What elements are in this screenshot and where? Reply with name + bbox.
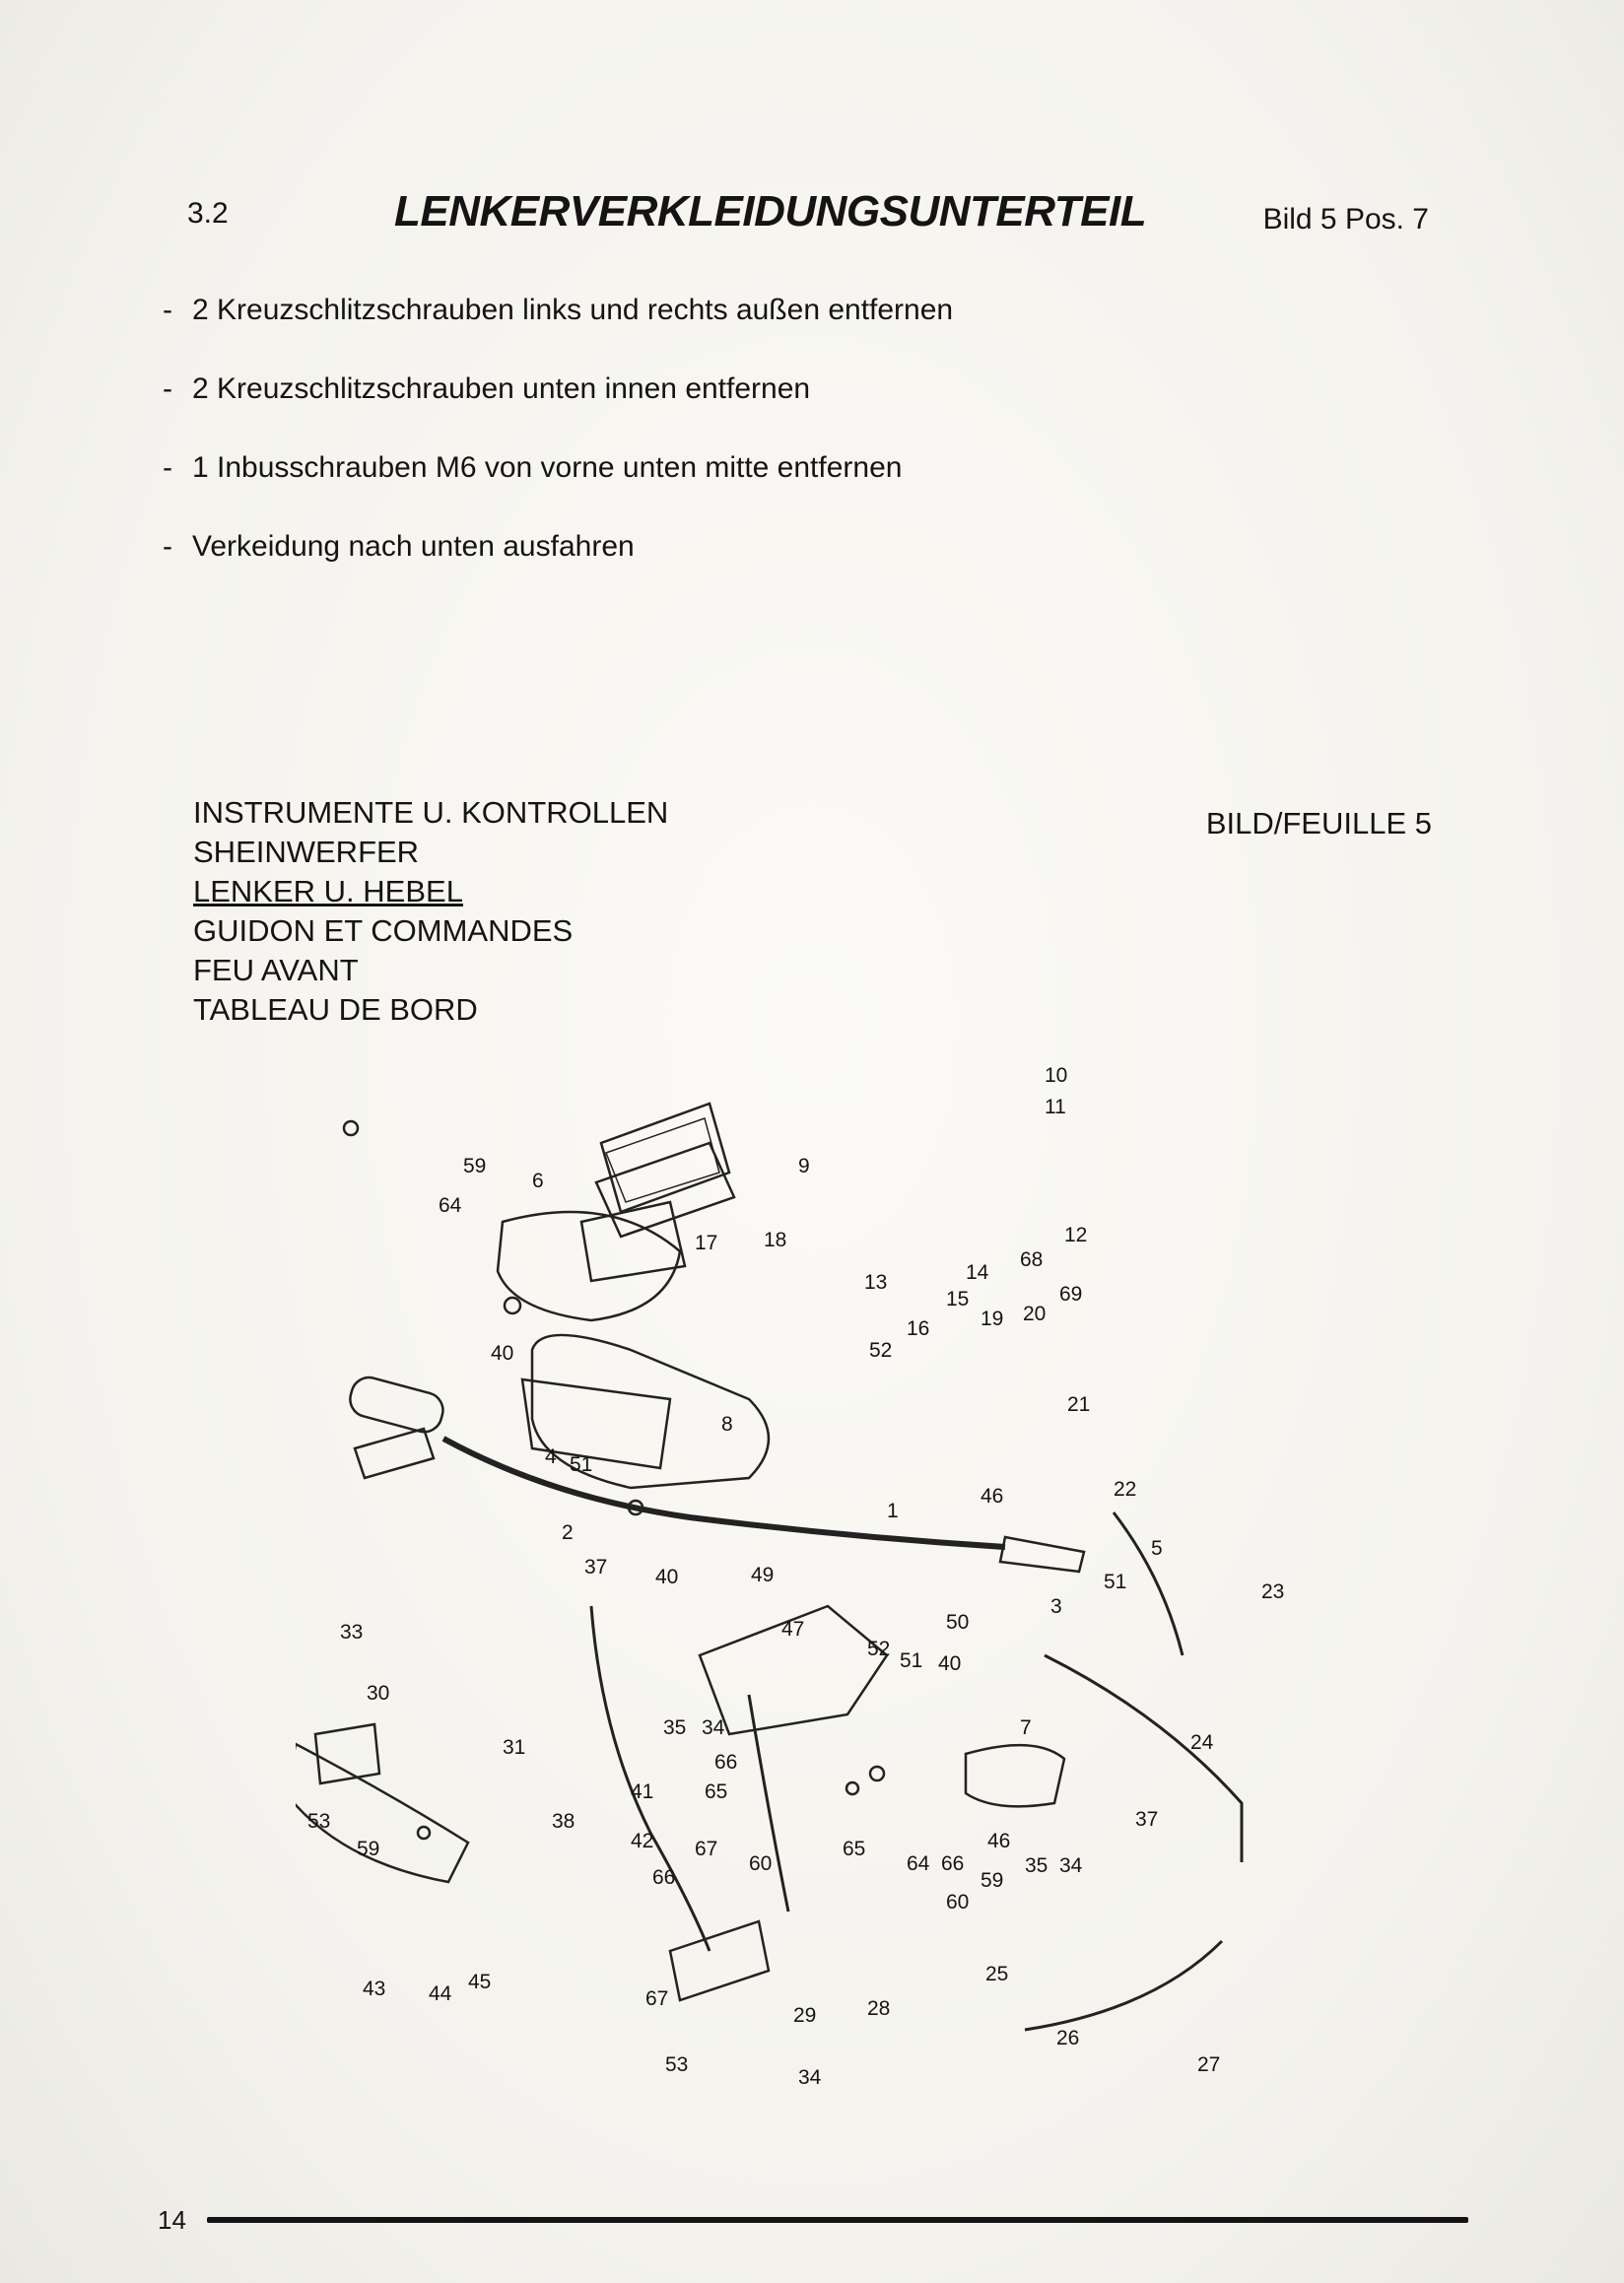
- part-label: 40: [938, 1652, 962, 1675]
- part-label: 19: [981, 1308, 1004, 1330]
- group-title: GUIDON ET COMMANDES: [193, 913, 574, 948]
- part-label: 16: [907, 1317, 930, 1340]
- exploded-parts-diagram: [296, 1025, 1340, 2109]
- part-label: 23: [1261, 1580, 1285, 1603]
- part-label: 35: [663, 1716, 687, 1739]
- part-label: 34: [1059, 1854, 1083, 1877]
- part-label: 37: [584, 1556, 608, 1578]
- part-label: 27: [1197, 2053, 1221, 2076]
- part-label: 44: [429, 1982, 452, 2005]
- part-label: 50: [946, 1611, 970, 1634]
- group-titles: [193, 793, 668, 1030]
- figure-reference: BILD/FEUILLE 5: [1205, 806, 1432, 840]
- section-title: LENKERVERKLEIDUNGSUNTERTEIL: [394, 187, 1147, 235]
- part-label: 4: [545, 1445, 557, 1468]
- part-label: 20: [1023, 1303, 1047, 1325]
- part-label: 45: [468, 1971, 492, 1993]
- section-number: 3.2: [187, 197, 229, 230]
- section-header: [187, 187, 1429, 246]
- part-label: 9: [798, 1155, 810, 1177]
- group-title: LENKER U. HEBEL: [193, 874, 463, 908]
- part-label: 65: [705, 1780, 728, 1803]
- part-label: 67: [645, 1987, 669, 2010]
- part-label: 24: [1190, 1731, 1214, 1754]
- part-label: 67: [695, 1838, 718, 1860]
- step-item: - 2 Kreuzschlitzschrauben unten innen entfernen: [163, 372, 811, 405]
- part-label: 7: [1020, 1716, 1032, 1739]
- part-label: 65: [843, 1838, 866, 1860]
- part-label: 34: [702, 1716, 725, 1739]
- part-label: 40: [491, 1342, 514, 1365]
- part-label: 66: [714, 1751, 738, 1774]
- section-figure-reference: Bild 5 Pos. 7: [1262, 203, 1429, 235]
- part-label: 33: [340, 1621, 364, 1644]
- part-label: 10: [1045, 1064, 1068, 1087]
- part-label: 40: [655, 1566, 679, 1588]
- part-label: 51: [570, 1453, 593, 1476]
- part-label: 64: [907, 1852, 930, 1875]
- part-label: 59: [357, 1838, 380, 1860]
- part-label: 59: [981, 1869, 1004, 1892]
- part-label: 51: [900, 1649, 923, 1672]
- part-label: 21: [1067, 1393, 1091, 1416]
- part-label: 1: [887, 1500, 899, 1522]
- group-title: FEU AVANT: [193, 953, 359, 987]
- part-label: 17: [695, 1232, 718, 1254]
- part-label: 12: [1064, 1224, 1088, 1246]
- part-label: 28: [867, 1997, 891, 2020]
- step-item: - 2 Kreuzschlitzschrauben links und rechts außen entfernen: [163, 294, 954, 326]
- part-number-labels: [307, 1064, 1284, 2089]
- part-label: 3: [1050, 1595, 1062, 1618]
- part-label: 14: [966, 1261, 989, 1284]
- part-label: 66: [941, 1852, 965, 1875]
- part-label: 29: [793, 2004, 817, 2027]
- part-label: 43: [363, 1978, 386, 2000]
- part-label: 22: [1114, 1478, 1137, 1501]
- part-label: 6: [532, 1170, 544, 1192]
- part-label: 38: [552, 1810, 575, 1833]
- part-label: 69: [1059, 1283, 1083, 1306]
- part-label: 37: [1135, 1808, 1159, 1831]
- part-label: 59: [463, 1155, 487, 1177]
- part-label: 60: [946, 1891, 970, 1914]
- step-item: - 1 Inbusschrauben M6 von vorne unten mitte entfernen: [163, 451, 903, 484]
- part-label: 26: [1056, 2027, 1080, 2049]
- part-label: 52: [869, 1339, 893, 1362]
- part-label: 42: [631, 1830, 654, 1852]
- part-label: 51: [1104, 1571, 1127, 1593]
- part-label: 46: [987, 1830, 1011, 1852]
- step-item: - Verkeidung nach unten ausfahren: [163, 530, 635, 563]
- part-label: 31: [503, 1736, 526, 1759]
- part-label: 64: [439, 1194, 462, 1217]
- footer-rule: [207, 2217, 1468, 2223]
- group-title: SHEINWERFER: [193, 835, 420, 869]
- part-label: 35: [1025, 1854, 1049, 1877]
- part-label: 46: [981, 1485, 1004, 1508]
- part-label: 30: [367, 1682, 390, 1705]
- page-number: 14: [158, 2205, 186, 2235]
- group-title: TABLEAU DE BORD: [193, 992, 478, 1027]
- part-label: 18: [764, 1229, 787, 1251]
- part-label: 52: [867, 1638, 891, 1660]
- part-label: 53: [665, 2053, 689, 2076]
- part-label: 47: [781, 1618, 805, 1641]
- part-label: 53: [307, 1810, 331, 1833]
- part-label: 2: [562, 1521, 574, 1544]
- part-label: 41: [631, 1780, 654, 1803]
- part-label: 11: [1045, 1096, 1066, 1118]
- part-label: 49: [751, 1564, 775, 1586]
- part-label: 15: [946, 1288, 970, 1310]
- part-label: 25: [985, 1963, 1009, 1985]
- part-label: 34: [798, 2066, 822, 2089]
- part-label: 8: [721, 1413, 733, 1436]
- procedure-steps: [163, 286, 953, 601]
- part-label: 66: [652, 1866, 676, 1889]
- part-label: 68: [1020, 1248, 1044, 1271]
- part-label: 13: [864, 1271, 888, 1294]
- part-label: 5: [1151, 1537, 1163, 1560]
- part-label: 60: [749, 1852, 773, 1875]
- group-title: INSTRUMENTE U. KONTROLLEN: [193, 795, 669, 830]
